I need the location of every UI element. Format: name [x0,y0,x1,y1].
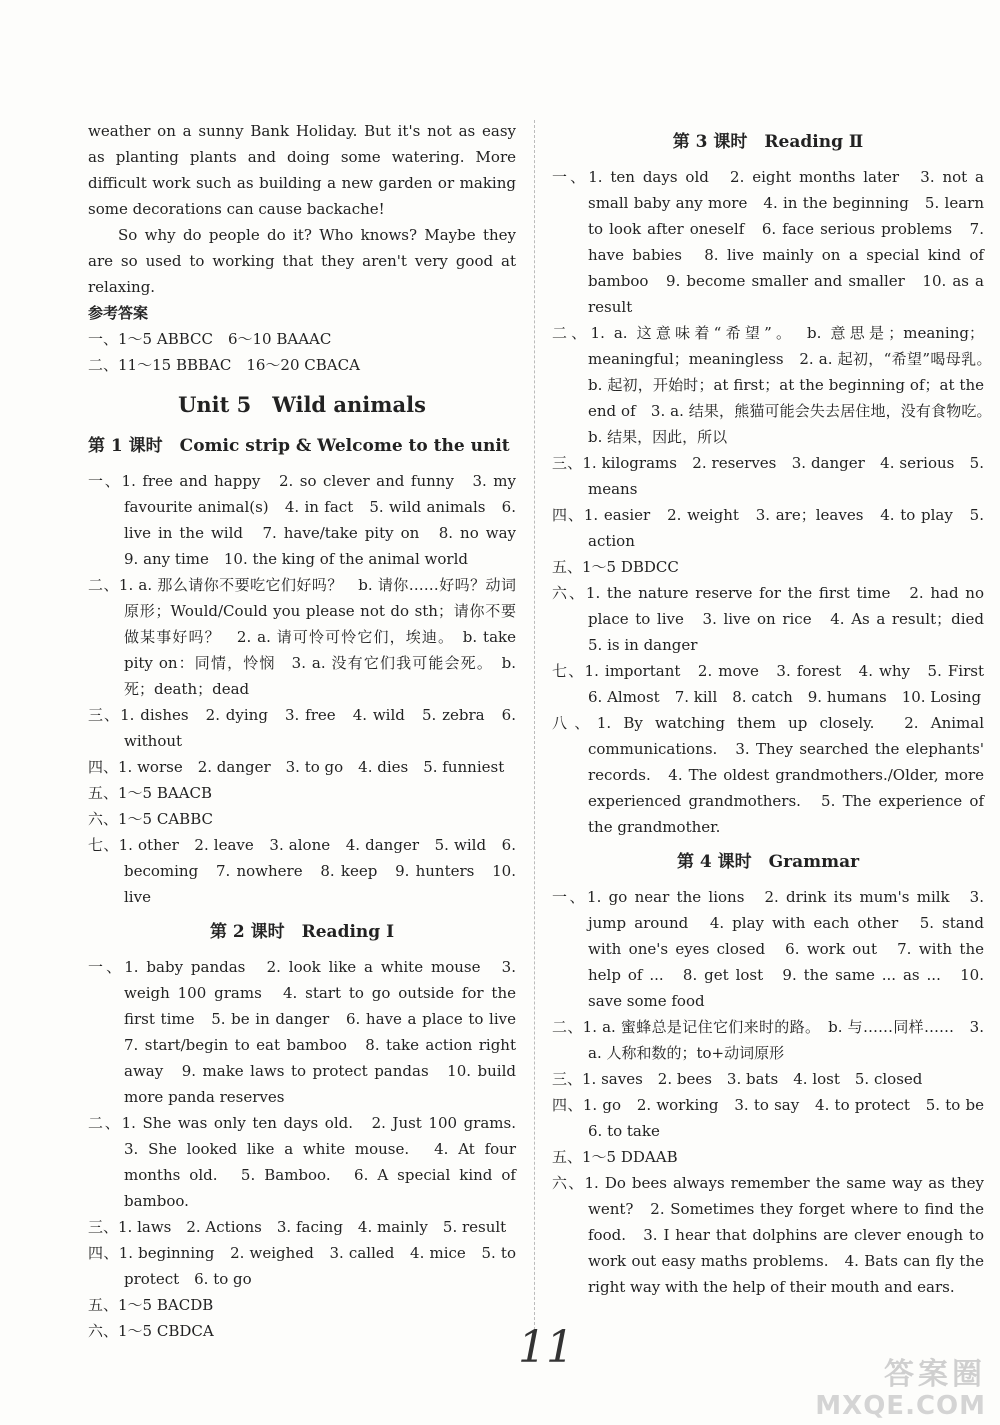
left-column [88,118,532,1344]
exercise-section: 三、1. dishes 2. dying 3. free 4. wild 5. zebra 6. without [88,706,516,750]
exercise-section: 四、1. go 2. working 3. to say 4. to protect 5. to be 6. to take [552,1096,1000,1140]
exercise-section: 七、1. other 2. leave 3. alone 4. danger 5. wild 6. becoming 7. nowhere 8. keep 9. hunters 10. live [88,836,516,906]
exercise-section: 一、1. go near the lions 2. drink its mum's milk 3. jump around 4. play with each other 5. stand with one's eyes closed 6. work out 7. with the help of ... 8. get lost 9. the same ... as ... 10. save some food [552,888,984,1010]
right-column [552,118,1000,1300]
passage-paragraph-1: weather on a sunny Bank Holiday. But it's not as easy as planting plants and doing some watering. More difficult work such as building a new garden or making some decorations can cause backache! [88,122,516,218]
page-number: 11 [518,1322,574,1373]
exercise-section: 二、1. a. 那么请你不要吃它们好吗？ b. 请你……好吗？动词原形；Would/Could you please not do sth；请你不要做某事好吗？ 2. a. 请可怜可怜它们，埃迪。 b. take pity on：同情，怜悯 3. a. 没有它们我可能会死。 b. 死；death；dead [88,576,516,698]
exercise-section: 六、1～5 CABBC [88,810,213,828]
exercise-section: 二、1. She was only ten days old. 2. Just 100 grams. 3. She looked like a white mouse. 4. At four months old. 5. Bamboo. 6. A special kind of bamboo. [88,1114,532,1210]
exercise-section: 八、1. By watching them up closely. 2. Animal communications. 3. They searched the elephants' records. 4. The oldest grandmothers./Older, more experienced grandmothers. 5. The experience of the grandmother. [552,714,984,836]
lesson-1-title: 第 1 课时 Comic strip & Welcome to the unit [88,436,510,456]
exercise-section: 七、1. important 2. move 3. forest 4. why 5. First 6. Almost 7. kill 8. catch 9. humans 10. Losing [552,662,1000,706]
exercise-section: 一、1. free and happy 2. so clever and funny 3. my favourite animal(s) 4. in fact 5. wild animals 6. live in the wild 7. have/take pity on 8. no way 9. any time 10. the king of the animal world [88,472,532,568]
exercise-section: 五、1～5 BAACB [88,784,213,802]
exercise-section: 五、1～5 DBDCC [552,558,679,576]
watermark [794,1345,994,1423]
watermark-text: 答案圈 [884,1357,986,1392]
exercise-section: 四、1. easier 2. weight 3. are；leaves 4. to play 5. action [552,506,984,550]
exercise-section: 三、1. saves 2. bees 3. bats 4. lost 5. closed [552,1070,923,1088]
passage-paragraph-2: So why do people do it? Who knows? Maybe they are so used to working that they aren't very good at relaxing. [88,226,516,296]
exercise-section: 二、1. a. 这意味着“希望”。 b. 意思是；meaning；meaningful；meaningless 2. a. 起初，“希望”喝母乳。 b. 起初，开始时；at first；at the beginning of；at the end of 3. a. 结果，熊猫可能会失去居住地，没有食物吃。 b. 结果，因此，所以 [552,324,1000,446]
exercise-section: 一、1. ten days old 2. eight months later 3. not a small baby any more 4. in the beginning 5. learn to look after oneself 6. face serious problems 7. have babies 8. live mainly on a special kind of bamboo 9. become smaller and smaller 10. as a result [552,168,984,316]
exercise-section: 三、1. laws 2. Actions 3. facing 4. mainly 5. result [88,1218,507,1236]
exercise-section: 四、1. worse 2. danger 3. to go 4. dies 5. funniest [88,758,505,776]
exercise-section: 五、1～5 BACDB [88,1296,214,1314]
lesson-2-title: 第 2 课时 Reading Ⅰ [209,922,395,942]
exercise-section: 一、1. baby pandas 2. look like a white mouse 3. weigh 100 grams 4. start to go outside for the first time 5. be in danger 6. have a place to live 7. start/begin to eat bamboo 8. take action right away 9. make laws to protect pandas 10. build more panda reserves [88,958,532,1106]
column-divider [534,120,536,1340]
answers-title: 参考答案 [88,304,149,322]
answer-line: 二、11～15 BBBAC 16～20 CBACA [88,356,360,374]
unit-title: Unit 5 Wild animals [178,392,426,417]
exercise-section: 六、1. Do bees always remember the same way as they went? 2. Sometimes they forget where to find the food. 3. I hear that dolphins are clever enough to work out easy maths problems. 4. Bats can fly the right way with the help of their mouth and ears. [552,1174,984,1296]
exercise-section: 三、1. kilograms 2. reserves 3. danger 4. serious 5. means [552,454,984,498]
answer-line: 一、1～5 ABBCC 6～10 BAAAC [88,330,332,348]
lesson-4-title: 第 4 课时 Grammar [676,852,860,872]
watermark-url: MXQE.COM [815,1391,986,1421]
exercise-section: 六、1. the nature reserve for the first time 2. had no place to live 3. live on rice 4. As a result；died 5. is in danger [552,584,1000,654]
exercise-section: 二、1. a. 蜜蜂总是记住它们来时的路。 b. 与……同样…… 3. a. 人称和数的；to+动词原形 [552,1018,984,1062]
exercise-section: 六、1～5 CBDCA [88,1322,214,1340]
lesson-3-title: 第 3 课时 Reading Ⅱ [672,132,864,152]
exercise-section: 四、1. beginning 2. weighed 3. called 4. mice 5. to protect 6. to go [88,1244,516,1288]
exercise-section: 五、1～5 DDAAB [552,1148,678,1166]
